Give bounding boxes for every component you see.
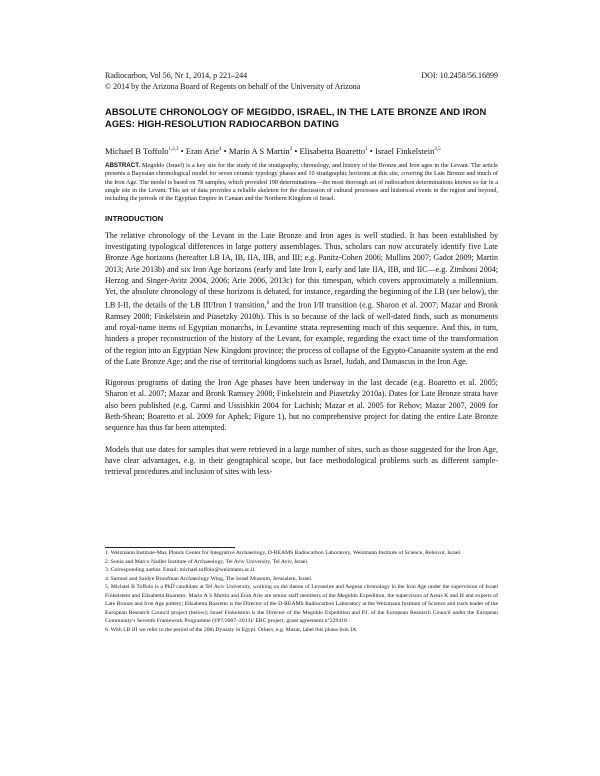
author: Michael B Toffolo$^{1,2,3}$ <box>105 145 179 156</box>
footnote: 6. With LB III we refer to the period of the 20th Dynasty in Egypt. Others, e.g. Mazar, label this phase Iron IA. <box>105 626 358 633</box>
author: Elisabetta Boaretto$^1$ <box>299 145 368 156</box>
footnote: 4. Samuel and Saidye Bronfman Archaeology Wing, The Israel Museum, Jerusalem, Israel. <box>105 575 313 582</box>
author-list: Michael B Toffolo$^{1,2,3}$ • Eran Arie$^4$ • Mario A S Martin$^2$ • Elisabetta Boaretto$^1$ • Israel Finkelstein$^{2,5}$ <box>105 145 441 156</box>
article-page <box>105 70 498 478</box>
footnotes <box>105 549 498 634</box>
journal-citation: Radiocarbon, Vol 56, Nr 1, 2014, p 221–244 <box>105 71 248 80</box>
author: Israel Finkelstein$^{2,5}$ <box>374 145 441 156</box>
article-title: ABSOLUTE CHRONOLOGY OF MEGIDDO, ISRAEL, IN THE LATE BRONZE AND IRON AGES: HIGH-RESOLUTION RADIOCARBON DATING <box>105 106 487 129</box>
abstract-text: Megiddo (Israel) is a key site for the study of the stratigraphy, chronology, and history of the Bronze and Iron ages in the Levant. The article presents a Bayesian chronological model for seven ceramic typology phases and 10 stratigraphic horizons at this site, covering the Late Bronze and much of the Iron Age. The model is based on 78 samples, which provided 190 determinations—the most thorough set of radiocarbon determinations known so far in a single site in the Levant. This set of data provides a reliable skeleton for the discussion of cultural processes and historical events in the region and beyond, including the periods of the Egyptian Empire in Canaan and the Northern Kingdom of Israel. <box>105 161 498 203</box>
doi[interactable]: DOI: 10.2458/56.16899 <box>421 71 498 80</box>
footnote-divider <box>105 547 235 548</box>
body-paragraph: The relative chronology of the Levant in the Late Bronze and Iron ages is well studied. It has been established by investigating typological differences in large pottery assemblages. Thus, scholars can now accurately identify five Late Bronze Age horizons (hereafter LB IA, IB, IIA, IIB, and III; e.g. Panitz-Cohen 2006; Mullins 2007; Gadot 2009; Martin 2013; Arie 2013b) and six Iron Age horizons (early and late Iron I, early and late IIA, IIB, and IIC—e.g. Zimhoni 2004; Herzog and Singer-Avitz 2004, 2006; Arie 2006, 2013c) for this timespan, which covers approximately a millennium. Yet, the absolute chronology of these horizons is debated, for instance, regarding the beginning of the LB (see below), the LB I-II, the details of the LB III/Iron I transition,$^6$ and the Iron I/II transition (e.g. Sharon et al. 2007; Mazar and Bronk Ramsey 2008; Finkelstein and Piasetzky 2010b). This is so because of the lack of well-dated finds, such as monuments and royal-name items of Egyptian monarchs, in Levantine strata representing much of this sequence. And this, in turn, hinders a proper reconstruction of the history of the Levant, for example, regarding the exact time of the transformation of the region into an Egyptian New Kingdom province; the process of collapse of the Egypto-Canaanite system at the end of the Late Bronze Age; and the rise of territorial kingdoms such as Israel, Judah, and Damascus in the Iron Age. <box>105 230 498 366</box>
footnote: 2. Sonia and Marco Nadler Institute of Archaeology, Tel Aviv University, Tel Aviv, Israel. <box>105 558 309 565</box>
abstract-label: ABSTRACT. <box>105 161 141 169</box>
body-paragraph: Models that use dates for samples that were retrieved in a large number of sites, such as those suggested for the Iron Age, have clear advantages, e.g. in their geographical scope, but face methodological problems such as different sample-retrieval procedures and inclusion of sites with less- <box>105 444 498 477</box>
author: Mario A S Martin$^2$ <box>228 145 293 156</box>
journal-header <box>105 70 498 92</box>
footnote: 5. Michael B Toffolo is a PhD candidate at Tel Aviv University, working on the theme of Levantine and Aegean chronology in the Iron Age under the supervision of Israel Finkelstein and Elisabetta Boaretto; Mario A S Martin and Eran Arie are senior staff members of the Megiddo Expedition, the supervisors of Areas K and H and experts of Late Bronze and Iron Age pottery; Elisabetta Boaretto is the Director of the D-REAMS Radiocarbon Laboratory at the Weizmann Institute of Science and track leader of the European Research Council project (below); Israel Finkelstein is the Director of the Megiddo Expedition and P.I. of the European Research Council under the European Community's Seventh Framework Programme (FP7/2007–2013)/ ERC project, grant agreement n°229418. <box>105 584 498 624</box>
body-paragraph: Rigorous programs of dating the Iron Age phases have been underway in the last decade (e.g. Boaretto et al. 2005; Sharon et al. 2007; Mazar and Bronk Ramsey 2008; Finkelstein and Piasetzky 2010a). Dates for Late Bronze strata have also been published (e.g. Carmi and Ussishkin 2004 for Lachish; Mazar et al. 2005 for Rehov; Mazar 2007, 2009 for Beth-Shean; Boaretto et al. 2009 for Aphek; Figure 1), but no comprehensive project for dating the entire Late Bronze sequence has thus far been attempted. <box>105 378 498 433</box>
author: Eran Arie$^4$ <box>185 145 222 156</box>
section-heading: INTRODUCTION <box>105 213 164 223</box>
copyright-line: © 2014 by the Arizona Board of Regents on behalf of the University of Arizona <box>105 82 361 91</box>
abstract <box>105 162 498 204</box>
footnote-ref[interactable]: 6 <box>266 300 270 306</box>
footnote: 3. Corresponding author. Email: michael.toffolo@weizmann.ac.il. <box>105 567 256 573</box>
footnote: 1. Weizmann Institute-Max Planck Center for Integrative Archaeology, D-REAMS Radiocarbon Laboratory, Weizmann Institute of Science, Rehovot, Israel. <box>105 550 462 556</box>
